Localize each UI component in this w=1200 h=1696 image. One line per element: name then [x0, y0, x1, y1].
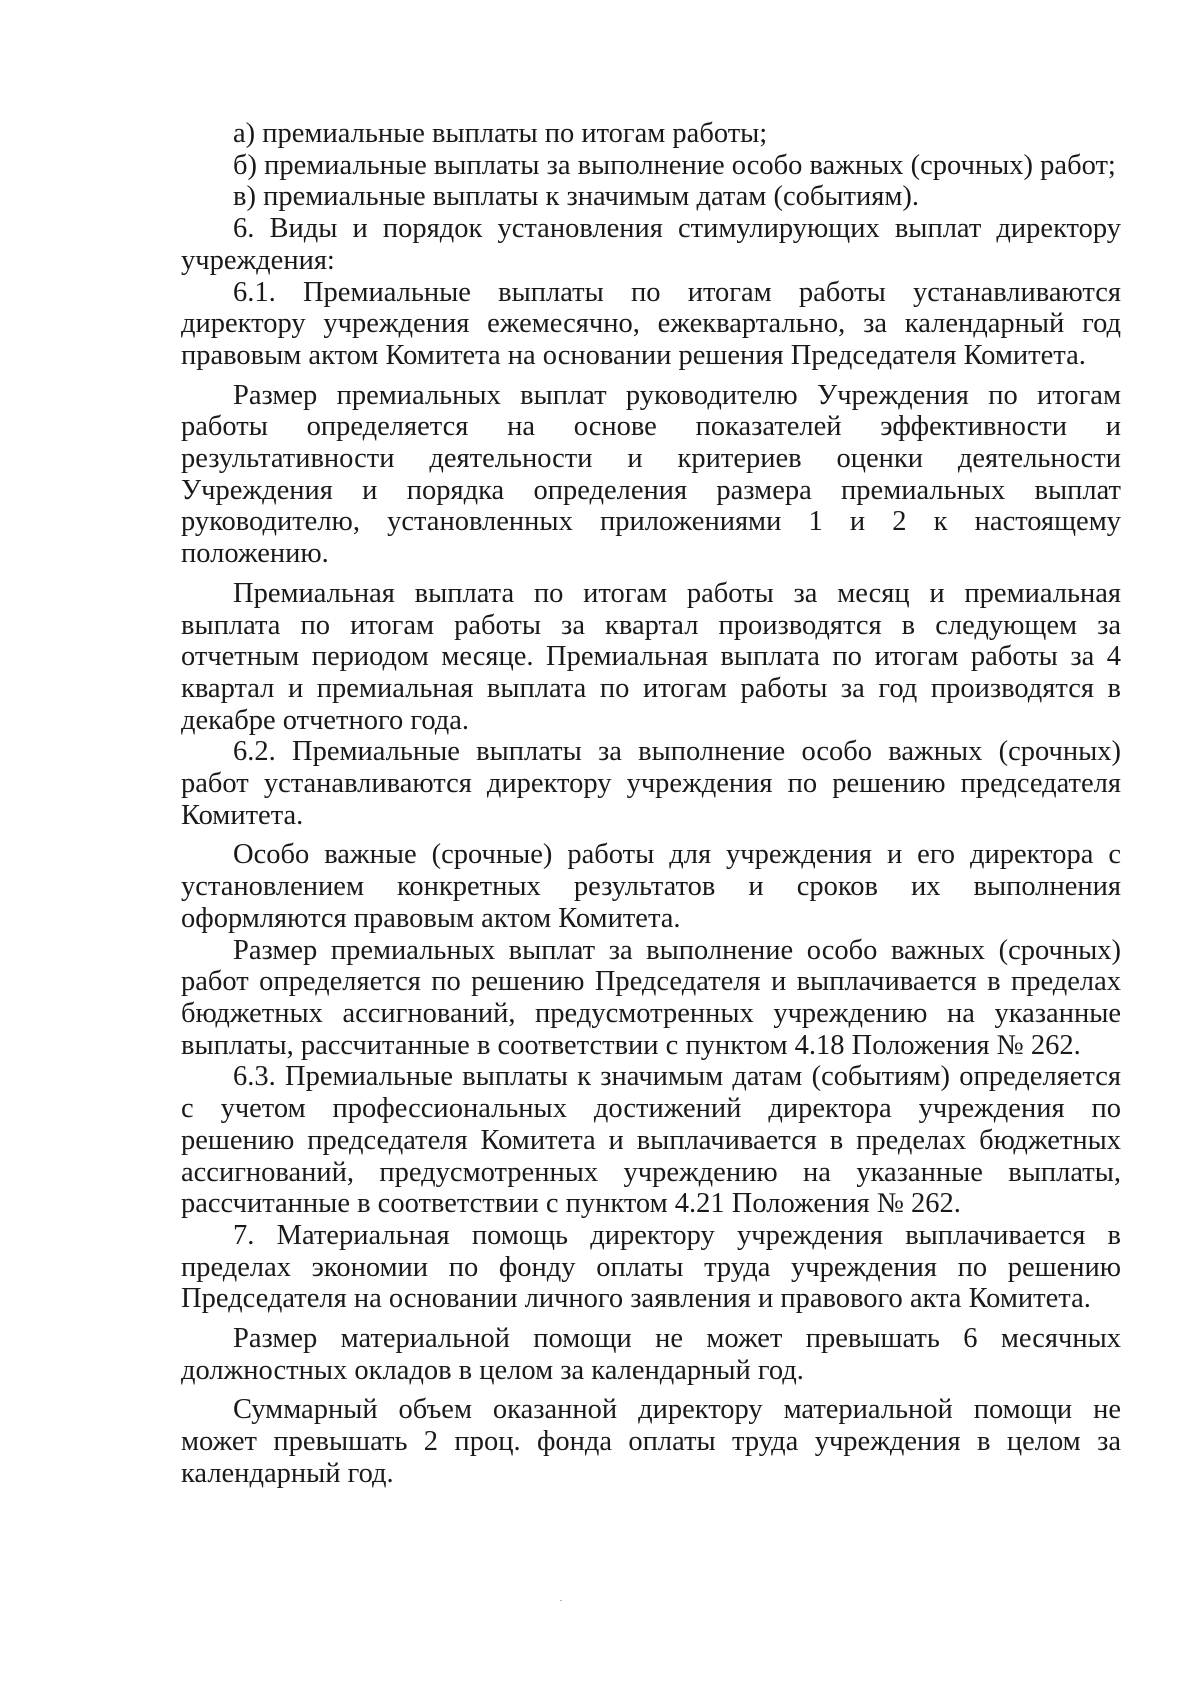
list-item-a: а) премиальные выплаты по итогам работы;	[233, 118, 768, 149]
paragraph-urgent-bonus-size: Размер премиальных выплат за выполнение особо важных (срочных) работ определяется по решению Председателя и выплачивается в пределах бюджетных ассигнований, предусмотренных учреждению на указанные выплаты, рассчитанные в соответствии с пунктом 4.18 Положения № 262.	[181, 934, 1121, 1061]
section-6-heading: 6. Виды и порядок установления стимулирующих выплат директору учреждения:	[181, 213, 1121, 276]
clause-6-2: 6.2. Премиальные выплаты за выполнение особо важных (срочных) работ устанавливаются директору учреждения по решению председателя Комитета.	[181, 736, 1121, 831]
paragraph-bonus-size: Размер премиальных выплат руководителю Учреждения по итогам работы определяется на основе показателей эффективности и результативности деятельности и критериев оценки деятельности Учреждения и порядка определения размера премиальных выплат руководителю, установленных приложениями 1 и 2 к настоящему положению.	[181, 379, 1121, 570]
clause-6-3: 6.3. Премиальные выплаты к значимым датам (событиям) определяется с учетом профессиональных достижений директора учреждения по решению председателя Комитета и выплачивается в пределах бюджетных ассигнований, предусмотренных учреждению на указанные выплаты, рассчитанные в соответствии с пунктом 4.21 Положения № 262.	[181, 1061, 1121, 1220]
list-item-c: в) премиальные выплаты к значимым датам (событиям).	[233, 181, 919, 213]
paragraph-bonus-timing: Премиальная выплата по итогам работы за месяц и премиальная выплата по итогам работы за квартал производятся в следующем за отчетным периодом месяце. Премиальная выплата по итогам работы за 4 квартал и премиальная выплата по итогам работы за год производятся в декабре отчетного года.	[181, 577, 1121, 736]
paragraph-aid-total: Суммарный объем оказанной директору материальной помощи не может превышать 2 проц. фонда оплаты труда учреждения в целом за календарный год.	[181, 1394, 1121, 1489]
paragraph-urgent-works: Особо важные (срочные) работы для учреждения и его директора с установлением конкретных результатов и сроков их выполнения оформляются правовым актом Комитета.	[181, 839, 1121, 934]
paragraph-aid-limit: Размер материальной помощи не может превышать 6 месячных должностных окладов в целом за календарный год.	[181, 1323, 1121, 1386]
section-7: 7. Материальная помощь директору учреждения выплачивается в пределах экономии по фонду оплаты труда учреждения по решению Председателя на основании личного заявления и правового акта Комитета.	[181, 1219, 1121, 1315]
scan-speck	[560, 1600, 562, 1601]
document-body	[181, 118, 1121, 1490]
list-item-b: б) премиальные выплаты за выполнение особо важных (срочных) работ;	[233, 149, 1116, 181]
clause-6-1: 6.1. Премиальные выплаты по итогам работы устанавливаются директору учреждения ежемесячно, ежеквартально, за календарный год правовым актом Комитета на основании решения Председателя Комитета.	[181, 276, 1121, 371]
